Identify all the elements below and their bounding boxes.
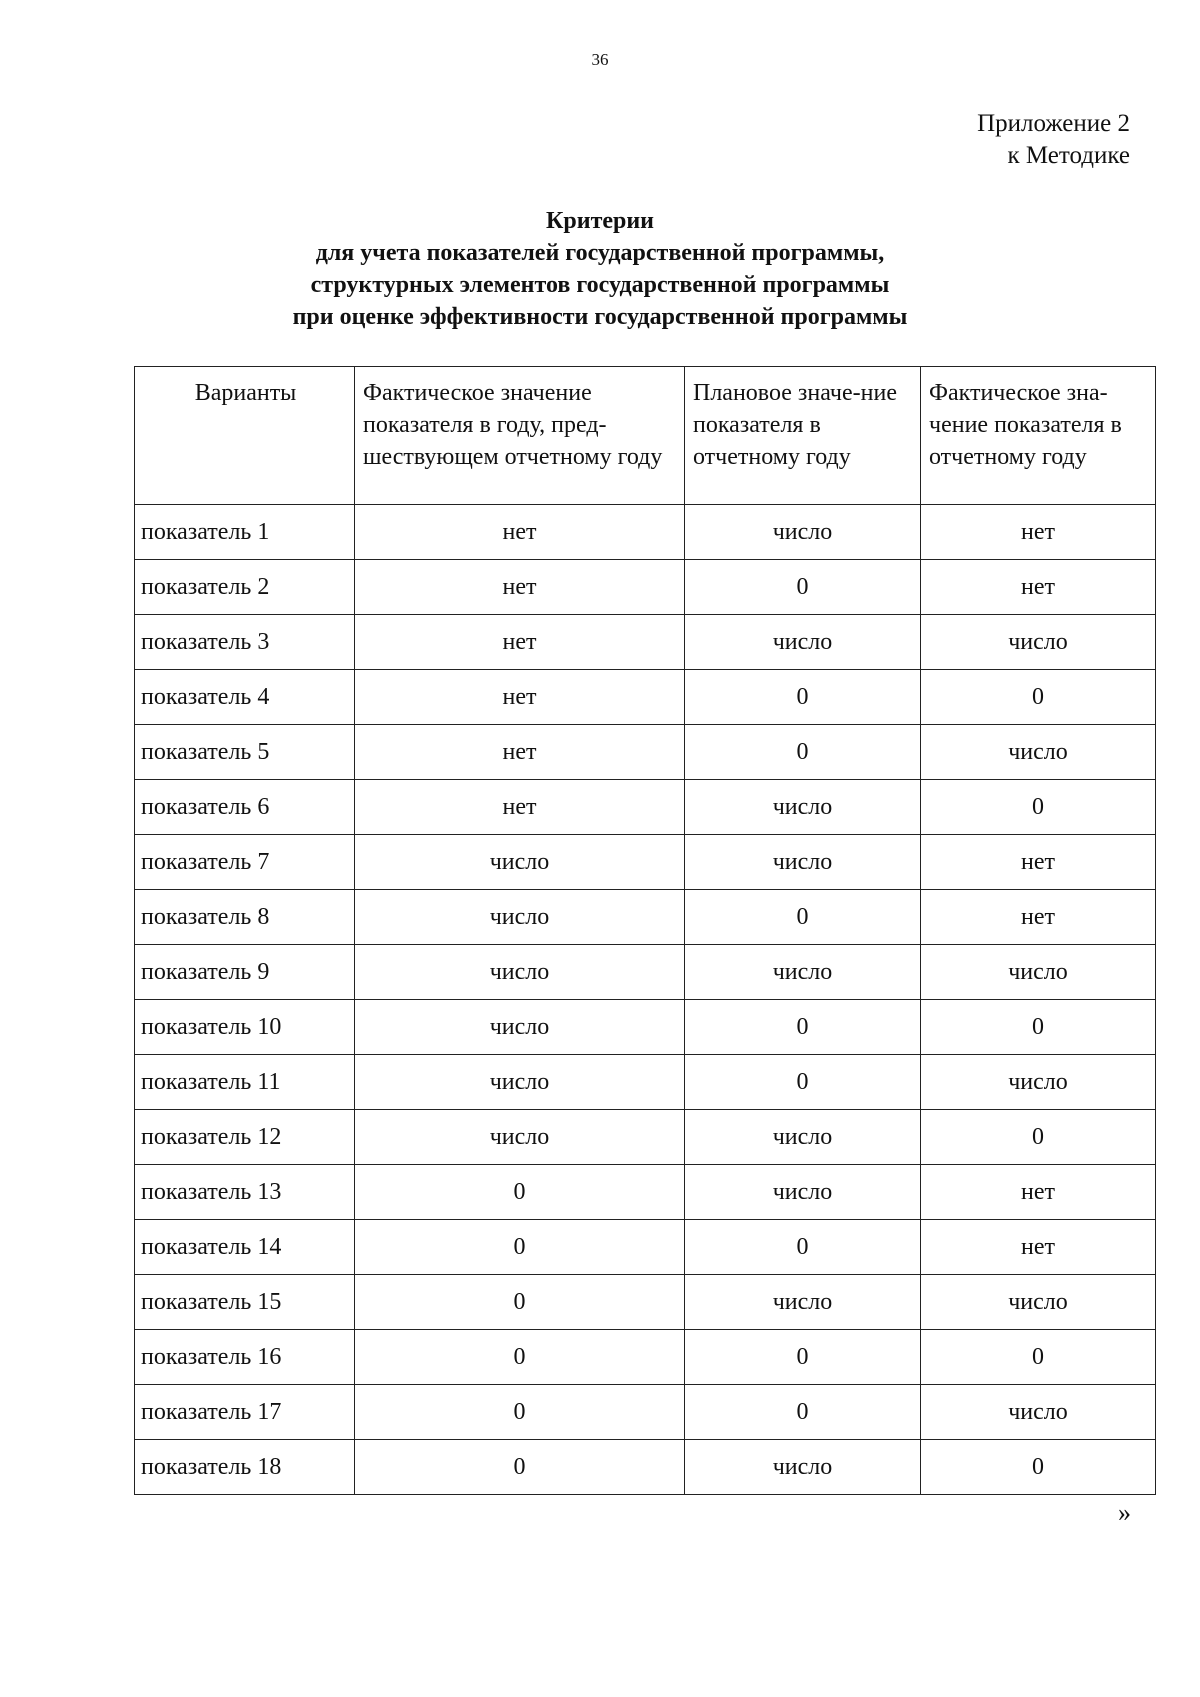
indicator-label: показатель 1 <box>135 505 355 560</box>
criteria-cell: 0 <box>355 1330 685 1385</box>
criteria-cell: нет <box>921 560 1156 615</box>
criteria-cell: нет <box>921 890 1156 945</box>
indicator-label: показатель 8 <box>135 890 355 945</box>
document-title <box>0 205 1200 333</box>
criteria-cell: число <box>685 945 921 1000</box>
table-row <box>135 1330 1156 1385</box>
indicator-label: показатель 18 <box>135 1440 355 1495</box>
criteria-cell: 0 <box>355 1275 685 1330</box>
criteria-cell: нет <box>355 505 685 560</box>
table-row <box>135 1165 1156 1220</box>
criteria-cell: число <box>685 780 921 835</box>
criteria-cell: 0 <box>685 890 921 945</box>
indicator-label: показатель 15 <box>135 1275 355 1330</box>
appendix-reference <box>977 108 1130 172</box>
table-row <box>135 1275 1156 1330</box>
title-line-3: структурных элементов государственной программы <box>310 272 890 298</box>
criteria-cell: число <box>685 1275 921 1330</box>
table-row <box>135 670 1156 725</box>
criteria-cell: 0 <box>921 1000 1156 1055</box>
table-row <box>135 1385 1156 1440</box>
page-number: 36 <box>591 50 609 69</box>
criteria-cell: 0 <box>355 1440 685 1495</box>
header-actual-reporting-year: Фактическое зна-чение показателя в отчетному году <box>921 367 1156 505</box>
appendix-line-1: Приложение 2 <box>977 110 1130 137</box>
criteria-cell: нет <box>921 1165 1156 1220</box>
title-line-4: при оценке эффективности государственной программы <box>292 304 908 330</box>
criteria-cell: нет <box>921 505 1156 560</box>
indicator-label: показатель 9 <box>135 945 355 1000</box>
indicator-label: показатель 10 <box>135 1000 355 1055</box>
criteria-cell: число <box>921 1275 1156 1330</box>
title-line-2: для учета показателей государственной программы, <box>315 240 885 266</box>
criteria-cell: число <box>921 1055 1156 1110</box>
indicator-label: показатель 13 <box>135 1165 355 1220</box>
title-line-1: Критерии <box>545 208 655 234</box>
table-row <box>135 1000 1156 1055</box>
criteria-cell: число <box>685 505 921 560</box>
appendix-line-2: к Методике <box>1007 142 1130 169</box>
criteria-cell: число <box>685 835 921 890</box>
table-row <box>135 890 1156 945</box>
criteria-cell: 0 <box>355 1220 685 1275</box>
criteria-cell: нет <box>355 670 685 725</box>
indicator-label: показатель 14 <box>135 1220 355 1275</box>
criteria-cell: 0 <box>685 1055 921 1110</box>
criteria-cell: число <box>921 945 1156 1000</box>
criteria-cell: число <box>685 615 921 670</box>
criteria-cell: 0 <box>355 1165 685 1220</box>
table-row <box>135 945 1156 1000</box>
criteria-cell: число <box>355 1055 685 1110</box>
indicator-label: показатель 16 <box>135 1330 355 1385</box>
criteria-cell: 0 <box>921 780 1156 835</box>
table-row <box>135 615 1156 670</box>
criteria-cell: 0 <box>685 560 921 615</box>
table-row <box>135 1055 1156 1110</box>
indicator-label: показатель 12 <box>135 1110 355 1165</box>
criteria-cell: число <box>921 615 1156 670</box>
closing-quote-mark: » <box>1118 1498 1131 1527</box>
indicator-label: показатель 3 <box>135 615 355 670</box>
header-variants: Варианты <box>135 367 355 505</box>
header-planned-reporting-year: Плановое значе-ние показателя в отчетному году <box>685 367 921 505</box>
criteria-cell: 0 <box>921 1110 1156 1165</box>
criteria-cell: 0 <box>921 670 1156 725</box>
table-row <box>135 1440 1156 1495</box>
criteria-cell: число <box>685 1165 921 1220</box>
table-row <box>135 835 1156 890</box>
table-row <box>135 560 1156 615</box>
criteria-cell: 0 <box>685 670 921 725</box>
criteria-cell: число <box>921 1385 1156 1440</box>
indicator-label: показатель 17 <box>135 1385 355 1440</box>
table-row <box>135 725 1156 780</box>
header-actual-previous-year: Фактическое значение показателя в году, пред-шествующем отчетному году <box>355 367 685 505</box>
criteria-cell: нет <box>921 1220 1156 1275</box>
criteria-cell: 0 <box>921 1330 1156 1385</box>
criteria-cell: число <box>355 890 685 945</box>
criteria-cell: число <box>355 835 685 890</box>
criteria-cell: 0 <box>685 1220 921 1275</box>
indicator-label: показатель 4 <box>135 670 355 725</box>
indicator-label: показатель 5 <box>135 725 355 780</box>
criteria-cell: 0 <box>685 1385 921 1440</box>
criteria-cell: 0 <box>355 1385 685 1440</box>
table-row <box>135 505 1156 560</box>
criteria-cell: 0 <box>685 1330 921 1385</box>
indicator-label: показатель 11 <box>135 1055 355 1110</box>
criteria-cell: нет <box>355 615 685 670</box>
criteria-cell: нет <box>355 560 685 615</box>
criteria-cell: число <box>355 1110 685 1165</box>
table-body <box>135 505 1156 1495</box>
criteria-cell: число <box>685 1440 921 1495</box>
criteria-table <box>134 366 1156 1495</box>
indicator-label: показатель 6 <box>135 780 355 835</box>
table-header-row <box>135 367 1156 505</box>
criteria-cell: число <box>685 1110 921 1165</box>
criteria-cell: 0 <box>685 1000 921 1055</box>
table-row <box>135 780 1156 835</box>
indicator-label: показатель 2 <box>135 560 355 615</box>
criteria-cell: нет <box>921 835 1156 890</box>
criteria-cell: 0 <box>921 1440 1156 1495</box>
table-row <box>135 1220 1156 1275</box>
criteria-cell: число <box>921 725 1156 780</box>
criteria-cell: нет <box>355 725 685 780</box>
indicator-label: показатель 7 <box>135 835 355 890</box>
criteria-cell: 0 <box>685 725 921 780</box>
criteria-cell: число <box>355 1000 685 1055</box>
criteria-cell: число <box>355 945 685 1000</box>
criteria-cell: нет <box>355 780 685 835</box>
table-row <box>135 1110 1156 1165</box>
